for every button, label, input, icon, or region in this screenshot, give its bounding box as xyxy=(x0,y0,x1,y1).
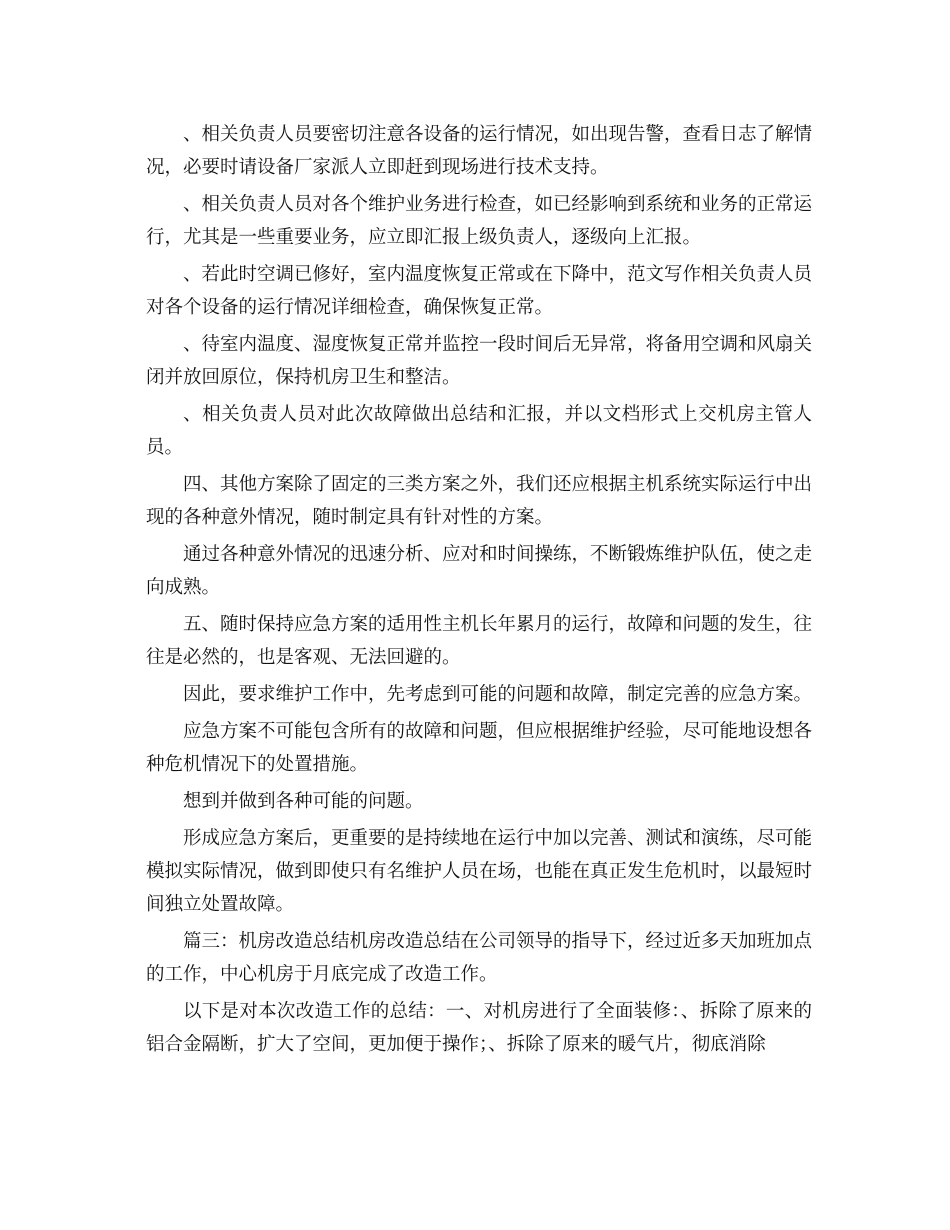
paragraph: 四、其他方案除了固定的三类方案之外，我们还应根据主机系统实际运行中出现的各种意外情况，随时制定具有针对性的方案。 xyxy=(146,474,813,528)
paragraph: 、相关负责人员对此次故障做出总结和汇报，并以文档形式上交机房主管人员。 xyxy=(146,404,812,458)
paragraph: 通过各种意外情况的迅速分析、应对和时间操练，不断锻炼维护队伍，使之走向成熟。 xyxy=(146,544,813,598)
paragraph: 、待室内温度、湿度恢复正常并监控一段时间后无异常，将备用空调和风扇关闭并放回原位，保持机房卫生和整洁。 xyxy=(146,334,813,388)
paragraph: 因此，要求维护工作中，先考虑到可能的问题和故障，制定完善的应急方案。 xyxy=(183,684,813,705)
paragraph: 篇三：机房改造总结机房改造总结在公司领导的指导下，经过近多天加班加点的工作，中心机房于月底完成了改造工作。 xyxy=(146,931,813,985)
paragraph: 形成应急方案后，更重要的是持续地在运行中加以完善、测试和演练，尽可能模拟实际情况，做到即使只有名维护人员在场，也能在真正发生危机时，以最短时间独立处置故障。 xyxy=(146,828,813,915)
paragraph: 、若此时空调已修好，室内温度恢复正常或在下降中，范文写作相关负责人员对各个设备的运行情况详细检查，确保恢复正常。 xyxy=(146,264,813,318)
paragraph: 、相关负责人员要密切注意各设备的运行情况，如出现告警，查看日志了解情况，必要时请设备厂家派人立即赶到现场进行技术支持。 xyxy=(146,124,813,178)
document-body xyxy=(146,118,812,1065)
paragraph: 五、随时保持应急方案的适用性主机长年累月的运行，故障和问题的发生，往往是必然的，也是客观、无法回避的。 xyxy=(146,614,813,668)
paragraph: 、相关负责人员对各个维护业务进行检查，如已经影响到系统和业务的正常运行，尤其是一些重要业务，应立即汇报上级负责人，逐级向上汇报。 xyxy=(146,194,813,248)
paragraph: 想到并做到各种可能的问题。 xyxy=(183,791,424,812)
paragraph: 以下是对本次改造工作的总结：一、对机房进行了全面装修：、拆除了原来的铝合金隔断，扩大了空间，更加便于操作；、拆除了原来的暖气片，彻底消除 xyxy=(146,1001,812,1055)
paragraph: 应急方案不可能包含所有的故障和问题，但应根据维护经验，尽可能地设想各种危机情况下的处置措施。 xyxy=(146,721,813,775)
